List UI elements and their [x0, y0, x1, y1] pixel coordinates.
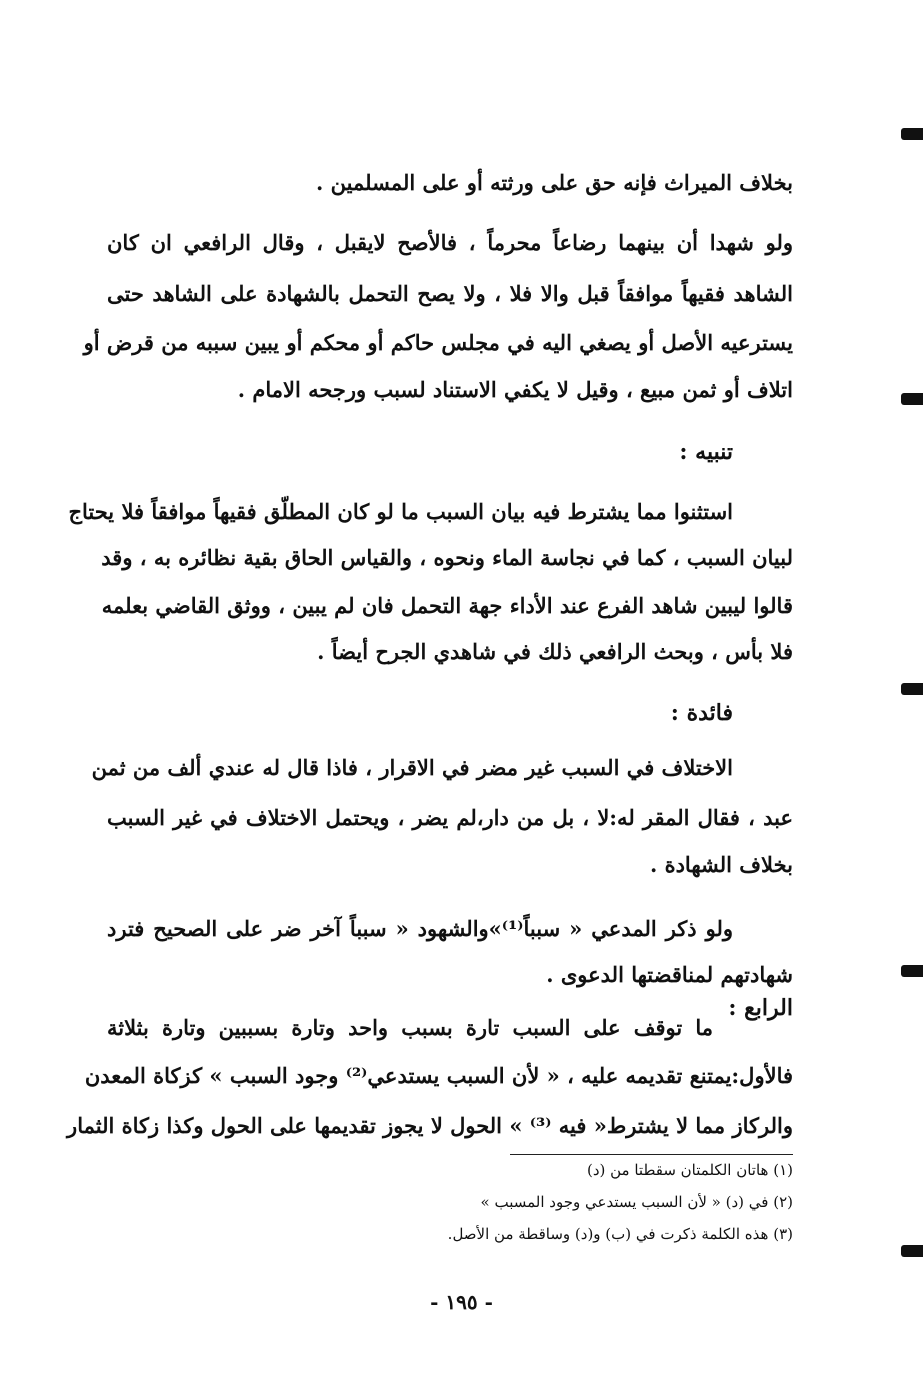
text-line: ولو شهدا أن بينهما رضاعاً محرماً ، فالأصح لايقبل ، وقال الرافعي ان كان: [107, 230, 793, 255]
text-line: فلا بأس ، وبحث الرافعي ذلك في شاهدي الجرح أيضاً .: [317, 639, 793, 664]
footnote: (٣) هذه الكلمة ذكرت في (ب) و(د) وساقطة من الأصل.: [447, 1225, 793, 1243]
text-line: شهادتهم لمناقضتها الدعوى .: [546, 962, 793, 987]
section-heading: تنبيه :: [679, 439, 733, 465]
text-line: الاختلاف في السبب غير مضر في الاقرار ، فاذا قال له عندي ألف من ثمن: [91, 755, 733, 780]
text-line: بخلاف الميراث فإنه حق على ورثته أو على المسلمين .: [316, 170, 793, 195]
binding-mark: [901, 683, 923, 695]
text-line: والركاز مما لا يشترط« فيه ⁽³⁾ » الحول لا يجوز تقديمها على الحول وكذا زكاة الثمار: [67, 1113, 793, 1138]
footnote: (٢) في (د) « لأن السبب يستدعي وجود المسبب »: [480, 1193, 793, 1211]
text-line: بخلاف الشهادة .: [649, 852, 793, 877]
binding-mark: [901, 128, 923, 140]
section-heading: فائدة :: [670, 700, 733, 726]
text-line: فالأول:يمتنع تقديمه عليه ، « لأن السبب يستدعي⁽²⁾ وجود السبب » كزكاة المعدن: [84, 1063, 793, 1088]
footnote: (١) هاتان الكلمتان سقطتا من (د): [586, 1161, 793, 1179]
text-line: عبد ، فقال المقر له:لا ، بل من دار،لم يضر ، ويحتمل الاختلاف في غير السبب: [107, 805, 793, 830]
binding-mark: [901, 1245, 923, 1257]
section-heading: الرابع :: [728, 995, 793, 1021]
binding-mark: [901, 965, 923, 977]
text-line: الشاهد فقيهاً موافقاً قبل والا فلا ، ولا يصح التحمل بالشهادة على الشاهد حتى: [107, 281, 793, 306]
text-line: ولو ذكر المدعي « سبباً⁽¹⁾»والشهود « سبباً آخر ضر على الصحيح فترد: [107, 916, 733, 941]
text-line: قالوا ليبين شاهد الفرع عند الأداء جهة التحمل فان لم يبين ، ووثق القاضي بعلمه: [101, 593, 793, 618]
text-line: يسترعيه الأصل أو يصغي اليه في مجلس حاكم أو محكم أو يبين سببه من قرض أو: [83, 330, 793, 355]
text-line: استثنوا مما يشترط فيه بيان السبب ما لو كان المطلّق فقيهاً موافقاً فلا يحتاج: [68, 499, 733, 524]
binding-mark: [901, 393, 923, 405]
text-line: لبيان السبب ، كما في نجاسة الماء ونحوه ، والقياس الحاق بقية نظائره به ، وقد: [101, 545, 793, 570]
footnote-separator: [510, 1154, 793, 1155]
page-number: - ١٩٥ -: [430, 1290, 493, 1314]
text-line: اتلاف أو ثمن مبيع ، وقيل لا يكفي الاستناد لسبب ورجحه الامام .: [237, 377, 793, 402]
text-line: ما توقف على السبب تارة بسبب واحد وتارة بسببين وتارة بثلاثة: [107, 1015, 713, 1040]
